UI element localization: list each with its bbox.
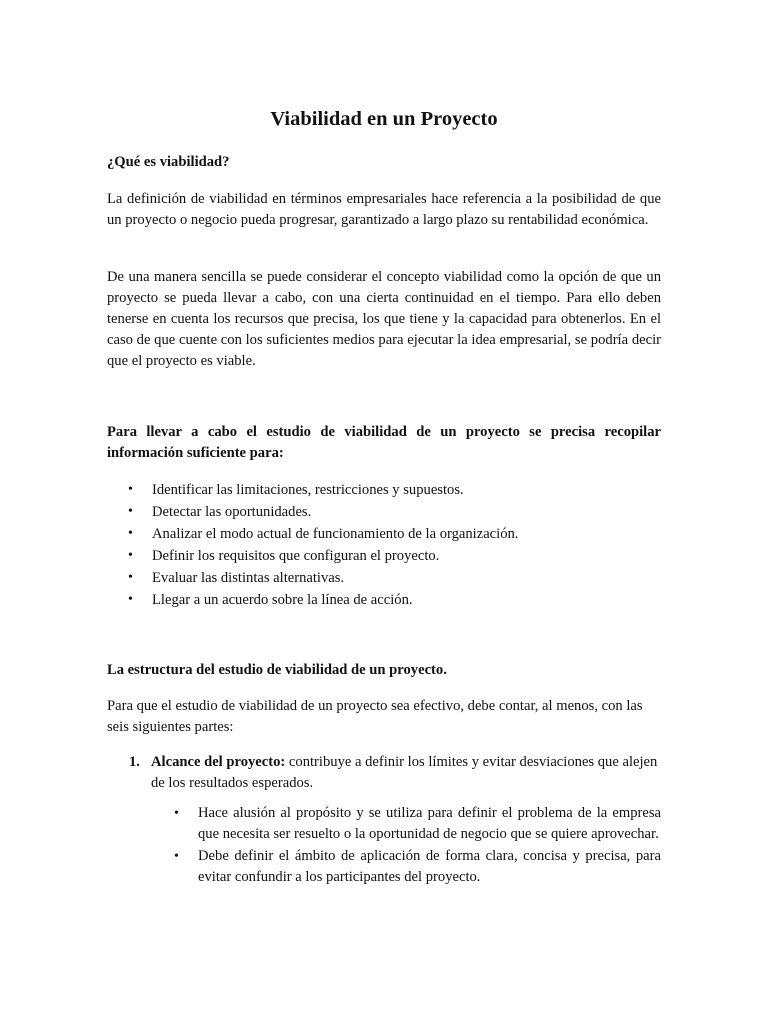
paragraph-seis-partes: Para que el estudio de viabilidad de un proyecto sea efectivo, debe contar, al menos, con las seis siguientes partes: (107, 698, 643, 735)
numbered-item-body (151, 752, 661, 794)
sub-bullet-list-alcance (174, 803, 661, 888)
list-item (174, 846, 661, 888)
bullet-icon: • (128, 592, 133, 607)
paragraph-definicion: La definición de viabilidad en términos empresariales hace referencia a la posibilidad de que un proyecto o negocio pueda progresar, garantizado a largo plazo su rentabilidad económica. (107, 191, 661, 228)
list-item (107, 501, 518, 523)
list-item (107, 523, 518, 545)
list-item (107, 479, 518, 501)
list-item-text: Evaluar las distintas alternativas. (152, 570, 345, 586)
list-item-text: Definir los requisitos que configuran el proyecto. (152, 548, 440, 564)
list-item (107, 567, 518, 589)
list-item-text: Llegar a un acuerdo sobre la línea de acción. (152, 592, 413, 608)
bullet-icon: • (128, 570, 133, 585)
bullet-icon: • (128, 482, 133, 497)
section-heading-estudio: Para llevar a cabo el estudio de viabilidad de un proyecto se precisa recopilar información suficiente para: (107, 424, 661, 461)
numbered-marker: 1. (129, 754, 140, 770)
bullet-icon: • (174, 849, 179, 864)
numbered-item-text: contribuye a definir los límites y evitar desviaciones que alejen de los resultados esperados. (151, 754, 658, 791)
list-item-text: Analizar el modo actual de funcionamiento de la organización. (152, 526, 519, 542)
numbered-item-label: Alcance del proyecto: (151, 754, 286, 770)
bullet-icon: • (128, 548, 133, 563)
list-item-text: Identificar las limitaciones, restricciones y supuestos. (152, 482, 464, 498)
list-item (174, 803, 661, 845)
document-title: Viabilidad en un Proyecto (270, 108, 498, 130)
paragraph-manera-sencilla: De una manera sencilla se puede considerar el concepto viabilidad como la opción de que un proyecto se pueda llevar a cabo, con una cierta continuidad en el tiempo. Para ello deben tenerse en cuenta los recursos que precisa, los que tiene y la capacidad para obtenerlos. En el caso de que cuente con los suficientes medios para ejecutar la idea empresarial, se podría decir que el proyecto es viable. (107, 269, 661, 369)
bullet-icon: • (128, 526, 133, 541)
section-heading-estructura: La estructura del estudio de viabilidad de un proyecto. (107, 662, 447, 678)
bullet-icon: • (174, 806, 179, 821)
bullet-icon: • (128, 504, 133, 519)
section-heading-que-es-viabilidad: ¿Qué es viabilidad? (107, 154, 230, 170)
list-item-text: Detectar las oportunidades. (152, 504, 312, 520)
numbered-item-alcance (129, 752, 661, 794)
list-item (107, 589, 518, 611)
list-item-text: Debe definir el ámbito de aplicación de forma clara, concisa y precisa, para evitar confundir a los participantes del proyecto. (198, 848, 661, 885)
list-item-text: Hace alusión al propósito y se utiliza para definir el problema de la empresa que necesita ser resuelto o la oportunidad de negocio que se quiere aprovechar. (198, 805, 661, 842)
list-item (107, 545, 518, 567)
bullet-list-objetivos (107, 479, 518, 611)
